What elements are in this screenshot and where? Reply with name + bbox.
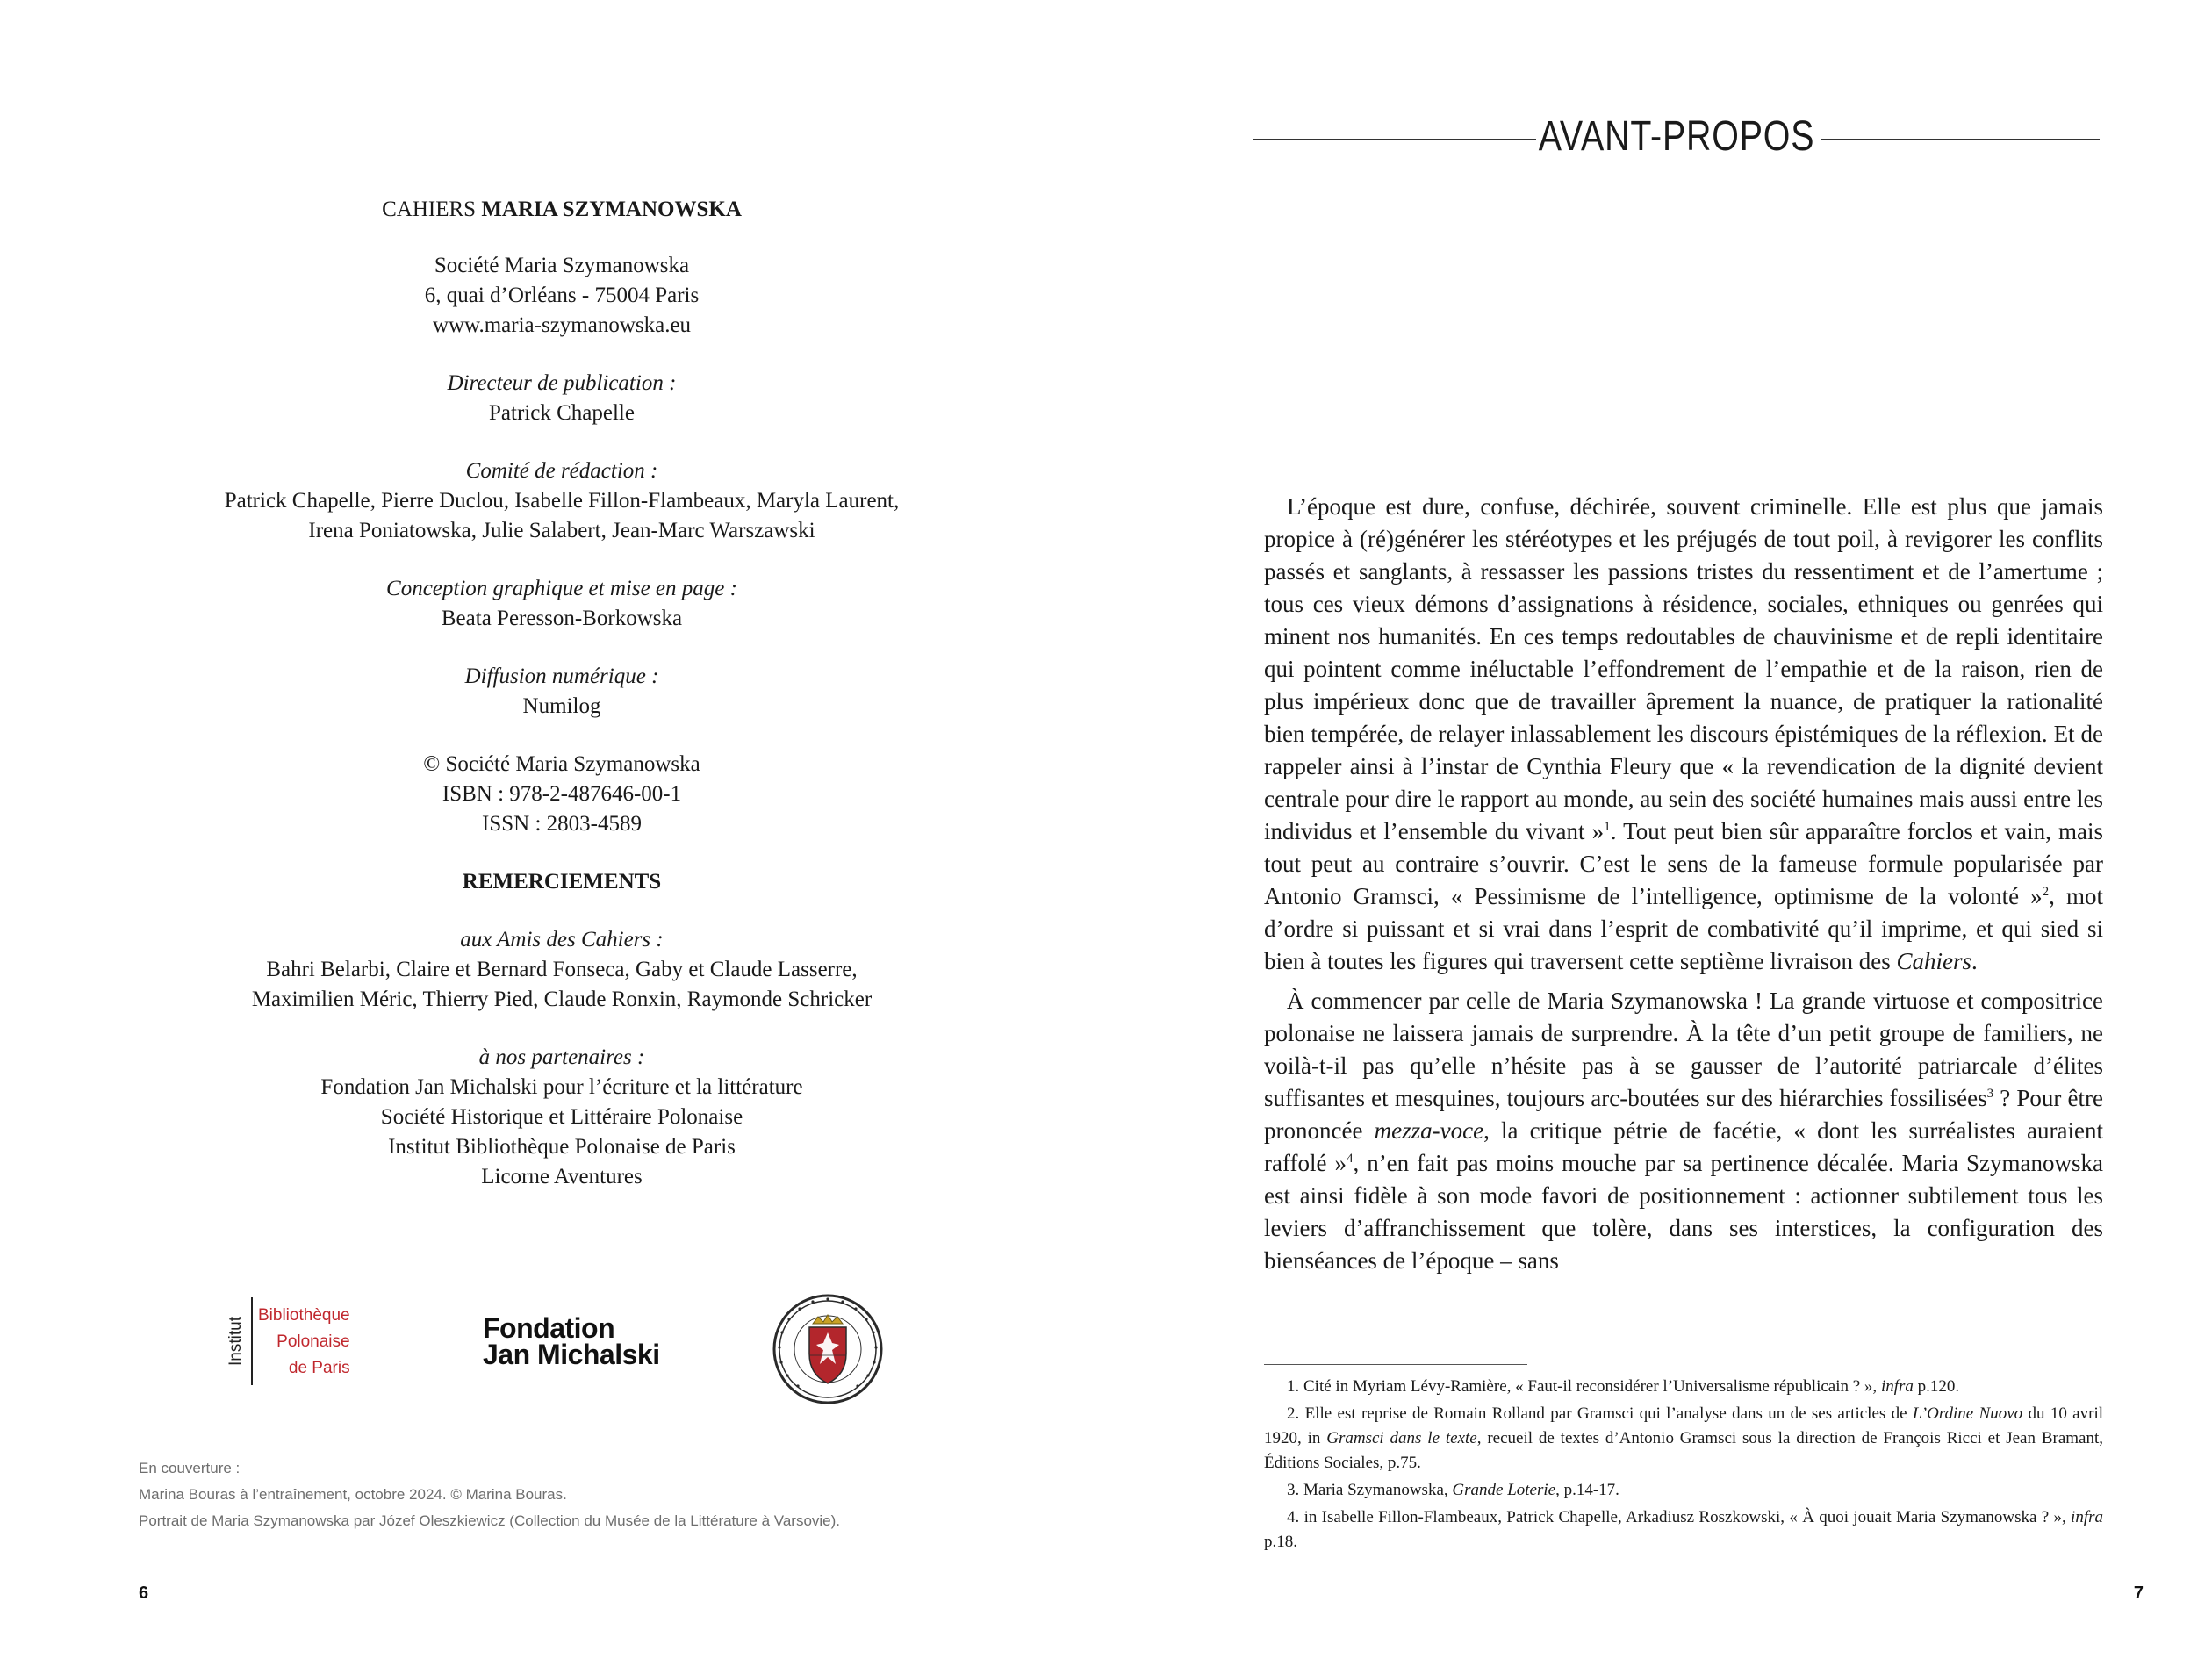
rights-block bbox=[176, 750, 948, 839]
footnote-ref[interactable]: 3 bbox=[1986, 1087, 1994, 1101]
series-prefix: CAHIERS bbox=[382, 198, 477, 221]
footnote-rule bbox=[1264, 1364, 1527, 1365]
ibp-logo-line: Bibliothèque bbox=[258, 1306, 350, 1325]
publisher-name: Société Maria Szymanowska bbox=[434, 254, 690, 277]
footnote bbox=[1264, 1478, 2103, 1503]
text-run: . bbox=[1971, 948, 1978, 974]
partners-block bbox=[176, 1043, 948, 1192]
text-run: , n’en fait pas moins mouche par sa pertinence décalée. Maria Szymanowska est ainsi fidèle à son mode favori de positionnement : actionner subtilement tous les leviers d’affranchissement que tolère, dans ses interstices, la configuration des bienséances de l’époque – sans bbox=[1264, 1150, 2103, 1274]
director-name: Patrick Chapelle bbox=[489, 401, 635, 425]
footnotes bbox=[1264, 1375, 2103, 1557]
fjm-logo-line: Fondation bbox=[483, 1312, 615, 1344]
footnote-ref[interactable]: 4 bbox=[1346, 1152, 1354, 1166]
director-block bbox=[176, 369, 948, 428]
partner-item: Institut Bibliothèque Polonaise de Paris bbox=[388, 1135, 736, 1159]
italic-run: Grande Loterie bbox=[1452, 1481, 1556, 1499]
copyright-line: © Société Maria Szymanowska bbox=[423, 752, 700, 776]
italic-run: Cahiers bbox=[1896, 948, 1972, 974]
text-run: , recueil de textes d’Antonio Gramsci sous la direction de François Ricci et Jean Bramant, Éditions Sociales, p.75. bbox=[1264, 1429, 2104, 1472]
publisher-block bbox=[176, 251, 948, 341]
paragraph bbox=[1264, 985, 2103, 1277]
committee-members-line: Irena Poniatowska, Julie Salabert, Jean-Marc Warszawski bbox=[308, 519, 815, 542]
ibp-logo-line: de Paris bbox=[288, 1359, 350, 1377]
text-run: du 10 avril 1920, in bbox=[1264, 1404, 2104, 1447]
partner-item: Fondation Jan Michalski pour l’écriture et la littérature bbox=[320, 1075, 803, 1099]
friends-label: aux Amis des Cahiers : bbox=[460, 928, 664, 952]
ibp-logo bbox=[226, 1297, 393, 1385]
paragraph bbox=[1264, 491, 2103, 978]
friends-line: Maximilien Méric, Thierry Pied, Claude Ronxin, Raymonde Schricker bbox=[251, 988, 873, 1011]
text-run: 3. Maria Szymanowska, bbox=[1287, 1481, 1453, 1499]
footnote-ref[interactable]: 2 bbox=[2042, 885, 2050, 899]
thanks-heading-block bbox=[176, 867, 948, 897]
committee-members-line: Patrick Chapelle, Pierre Duclou, Isabelle Fillon-Flambeaux, Maryla Laurent, bbox=[224, 489, 900, 513]
text-run: . Tout peut bien sûr apparaître forclos et vain, mais tout peut au contraire s’ouvrir. C’est le sens de la fameuse formule popularisée par Antonio Gramsci, « Pessimisme de l’intelligence, optimisme de la volonté » bbox=[1264, 818, 2103, 909]
cover-credits-line: Marina Bouras à l’entraînement, octobre 2024. © Marina Bouras. bbox=[139, 1486, 567, 1503]
fjm-logo-line: Jan Michalski bbox=[483, 1339, 660, 1370]
friends-line: Bahri Belarbi, Claire et Bernard Fonseca, Gaby et Claude Lasserre, bbox=[266, 958, 858, 981]
text-run: , mot d’ordre si puissant et si vrai dans l’esprit de combativité qu’il imprime, et qui sied si bien à toutes les figures qui traversent cette septième livraison des bbox=[1264, 883, 2103, 974]
page-number-right: 7 bbox=[2133, 1584, 2144, 1603]
italic-run: Gramsci dans le texte bbox=[1326, 1429, 1477, 1447]
thanks-heading: REMERCIEMENTS bbox=[462, 870, 662, 894]
text-run: 1. Cité in Myriam Lévy-Ramière, « Faut-il reconsidérer l’Universalisme républicain ? », bbox=[1287, 1377, 1881, 1396]
cover-credits bbox=[139, 1455, 840, 1534]
text-run: p.120. bbox=[1913, 1377, 1960, 1396]
committee-label: Comité de rédaction : bbox=[465, 459, 658, 483]
cover-credits-line: En couverture : bbox=[139, 1460, 241, 1476]
colophon bbox=[176, 195, 948, 1220]
partner-item: Société Historique et Littéraire Polonaise bbox=[380, 1105, 743, 1129]
shlp-seal-icon bbox=[771, 1292, 885, 1406]
text-run: L’époque est dure, confuse, déchirée, souvent criminelle. Elle est plus que jamais propice à (ré)générer les stéréotypes et les préjugés de tout poil, à revigorer les conflits passés et sanglants, à ressasser les passions tristes du ressentiment et de l’amertume ; tous ces vieux démons d’assignations à résidence, sociales, ethniques ou genrées qui minent nos humanités. En ces temps redoutables de chauvinisme et de repli identitaire qui pointent comme inéluctable l’effondrement de l’empathie et de la raison, rien de plus impérieux donc que de travailler âprement la nuance, de pratiquer la rationalité bien tempérée, de relayer inlassablement les discours épistémiques de la réflexion. Et de rappeler ainsi à l’instar de Cynthia Fleury que « la revendication de la dignité devient centrale pour dire le rapport au monde, au sein des société humaines mais aussi entre les individus et l’ensemble du vivant » bbox=[1264, 493, 2103, 844]
design-label: Conception graphique et mise en page : bbox=[386, 577, 737, 600]
page-number-left: 6 bbox=[139, 1584, 149, 1603]
ibp-logo-vertical-text: Institut bbox=[226, 1297, 253, 1385]
ibp-logo-text bbox=[258, 1303, 350, 1382]
title-rule-right bbox=[1821, 139, 2100, 140]
italic-run: L’Ordine Nuovo bbox=[1912, 1404, 2023, 1423]
partner-item: Licorne Aventures bbox=[481, 1165, 643, 1189]
distributor-name: Numilog bbox=[522, 694, 601, 718]
text-run: ? Pour être prononcée bbox=[1264, 1085, 2104, 1144]
text-run: , la critique pétrie de facétie, « dont les surréalistes auraient raffolé » bbox=[1264, 1117, 2103, 1176]
footnote-ref[interactable]: 1 bbox=[1604, 820, 1611, 834]
design-block bbox=[176, 574, 948, 634]
text-run: À commencer par celle de Maria Szymanowska ! La grande virtuose et compositrice polonaise ne laissera jamais de surprendre. À la tête d’un petit groupe de familiers, ne voilà-t-il pas qu’elle n’hésite pas à se gausser de l’autorité patriarcale d’élites suffisantes et mesquines, toujours arc-boutées sur des hiérarchies fossilisées bbox=[1264, 988, 2103, 1111]
director-label: Directeur de publication : bbox=[447, 371, 677, 395]
text-run: p.18. bbox=[1264, 1533, 1297, 1551]
isbn-line: ISBN : 978-2-487646-00-1 bbox=[442, 782, 682, 806]
text-run: 2. Elle est reprise de Romain Rolland par Gramsci qui l’analyse dans un de ses articles de bbox=[1287, 1404, 1913, 1423]
publisher-website[interactable]: www.maria-szymanowska.eu bbox=[432, 313, 692, 337]
fjm-logo bbox=[483, 1312, 660, 1370]
chapter-title-row bbox=[1253, 109, 2100, 170]
publisher-address: 6, quai d’Orléans - 75004 Paris bbox=[424, 284, 700, 307]
foreword-body bbox=[1264, 491, 2103, 1284]
committee-block bbox=[176, 456, 948, 546]
italic-run: infra bbox=[2071, 1508, 2103, 1526]
italic-run: mezza-voce bbox=[1374, 1117, 1484, 1144]
designer-name: Beata Peresson-Borkowska bbox=[441, 607, 683, 630]
ibp-logo-line: Polonaise bbox=[276, 1332, 350, 1351]
series-name: MARIA SZYMANOWSKA bbox=[481, 198, 742, 221]
footnote bbox=[1264, 1505, 2103, 1555]
distribution-label: Diffusion numérique : bbox=[464, 664, 659, 688]
distribution-block bbox=[176, 662, 948, 722]
chapter-title: AVANT-PROPOS bbox=[1538, 113, 1815, 160]
right-page bbox=[1106, 0, 2212, 1659]
footnote bbox=[1264, 1375, 2103, 1399]
italic-run: infra bbox=[1880, 1377, 1914, 1396]
partners-label: à nos partenaires : bbox=[478, 1045, 645, 1069]
text-run: , p.14-17. bbox=[1555, 1481, 1620, 1499]
partner-logos bbox=[226, 1290, 911, 1396]
issn-line: ISSN : 2803-4589 bbox=[482, 812, 642, 836]
text-run: 4. in Isabelle Fillon-Flambeaux, Patrick Chapelle, Arkadiusz Roszkowski, « À quoi jouait Maria Szymanowska ? », bbox=[1287, 1508, 2072, 1526]
friends-block bbox=[176, 925, 948, 1015]
series-title bbox=[176, 195, 948, 225]
footnote bbox=[1264, 1402, 2103, 1476]
cover-credits-line: Portrait de Maria Szymanowska par Józef Oleszkiewicz (Collection du Musée de la Littérature à Varsovie). bbox=[139, 1512, 841, 1529]
